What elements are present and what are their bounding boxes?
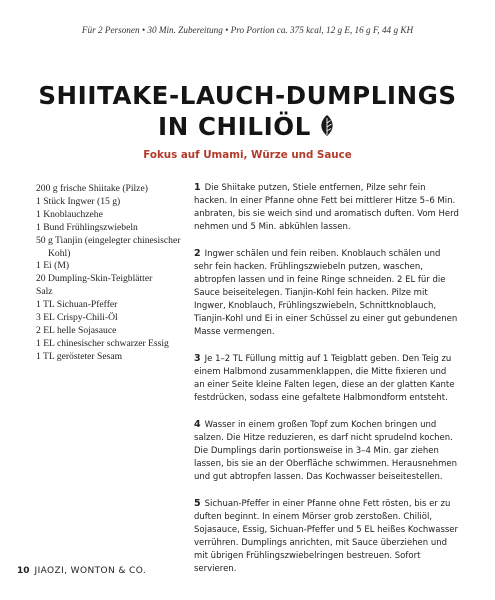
step-text: Sichuan-Pfeffer in einer Pfanne ohne Fett rösten, bis er zu duften beginnt. In einem Mörser grob zerstoßen. Chiliöl, Sojasauce, Essig, Sichuan-Pfeffer und 5 EL heißes Kochwasser verrühren. Dumplings anrichten, mit Sauce überziehen und mit übrigen Frühlingszwiebelringen bestreuen. Sofort servieren. [194, 498, 459, 575]
ingredient-item: 1 Knoblauchzehe [36, 208, 103, 220]
step-4 [194, 418, 459, 484]
step-number: 4 [194, 418, 201, 430]
step-3 [194, 352, 459, 405]
ingredient-item: 20 Dumpling-Skin-Teigblätter [36, 273, 153, 285]
step-2 [194, 247, 459, 340]
ingredient-item: 1 Ei (M) [36, 260, 70, 272]
recipe-title [0, 80, 495, 142]
ingredient-item: Salz [36, 286, 53, 298]
ingredient-item: 50 g Tianjin (eingelegter chinesischer Kohl) [36, 234, 181, 259]
step-number: 5 [194, 497, 201, 509]
recipe-title-line-2-wrap [0, 111, 495, 142]
page-footer [17, 566, 146, 576]
book-title: JIAOZI, WONTON & CO. [34, 566, 147, 576]
step-text: Wasser in einem großen Topf zum Kochen bringen und salzen. Die Hitze reduzieren, es darf nicht sprudelnd kochen. Die Dumplings darin portionsweise in 3–4 Min. gar ziehen lassen, bis sie an der Oberfläche schwimmen. Herausnehmen und gut abtropfen lassen. Das Kochwasser beiseitestellen. [194, 419, 457, 483]
ingredient-item: 2 EL helle Sojasauce [36, 324, 117, 336]
ingredient-item: 1 Stück Ingwer (15 g) [36, 195, 121, 207]
ingredient-item: 1 TL gerösteter Sesam [36, 350, 123, 362]
ingredient-list [36, 183, 186, 364]
ingredient-item: 1 Bund Frühlingszwiebeln [36, 221, 138, 233]
recipe-subtitle: Fokus auf Umami, Würze und Sauce [143, 149, 352, 161]
ingredient-item: 1 EL chinesischer schwarzer Essig [36, 337, 169, 349]
step-5 [194, 497, 459, 577]
step-text: Die Shiitake putzen, Stiele entfernen, Pilze sehr fein hacken. In einer Pfanne ohne Fett bei mittlerer Hitze 5–6 Min. anbraten, bis sie weich sind und aromatisch duften. Vom Herd nehmen und 5 Min. abkühlen lassen. [194, 183, 459, 233]
recipe-title-line-1: SHIITAKE-LAUCH-DUMPLINGS [38, 81, 457, 110]
step-1 [194, 181, 459, 234]
ingredient-item: 1 TL Sichuan-Pfeffer [36, 299, 118, 311]
step-text: Je 1–2 TL Füllung mittig auf 1 Teigblatt geben. Den Teig zu einem Halbmond zusammenklappen, die Mitte fixieren und an einer Seite kleine Falten legen, diese an der glatten Kante festdrücken, sodass eine gefaltete Halbmondform entsteht. [194, 354, 455, 404]
page-number: 10 [17, 566, 30, 576]
step-number: 3 [194, 353, 201, 365]
preparation-steps [194, 181, 459, 589]
ingredient-item: 200 g frische Shiitake (Pilze) [36, 183, 148, 194]
ingredient-item: 3 EL Crispy-Chili-Öl [36, 312, 118, 324]
step-number: 2 [194, 247, 201, 259]
step-number: 1 [194, 182, 201, 193]
leaf-icon [317, 114, 337, 138]
recipe-meta: Für 2 Personen • 30 Min. Zubereitung • Pro Portion ca. 375 kcal, 12 g E, 16 g F, 44 g KH [81, 25, 414, 35]
step-text: Ingwer schälen und fein reiben. Knoblauch schälen und sehr fein hacken. Frühlingszwiebeln putzen, waschen, abtropfen lassen und in feine Ringe schneiden. 2 EL für die Sauce beiseitelegen. Tianjin-Kohl fein hacken. Pilze mit Ingwer, Knoblauch, Frühlingszwiebeln, Schnittknoblauch, Tianjin-Kohl und Ei in einer Schüssel zu einer gut gebundenen Masse vermengen. [194, 248, 458, 338]
recipe-title-line-2: IN CHILIÖL [158, 112, 311, 141]
